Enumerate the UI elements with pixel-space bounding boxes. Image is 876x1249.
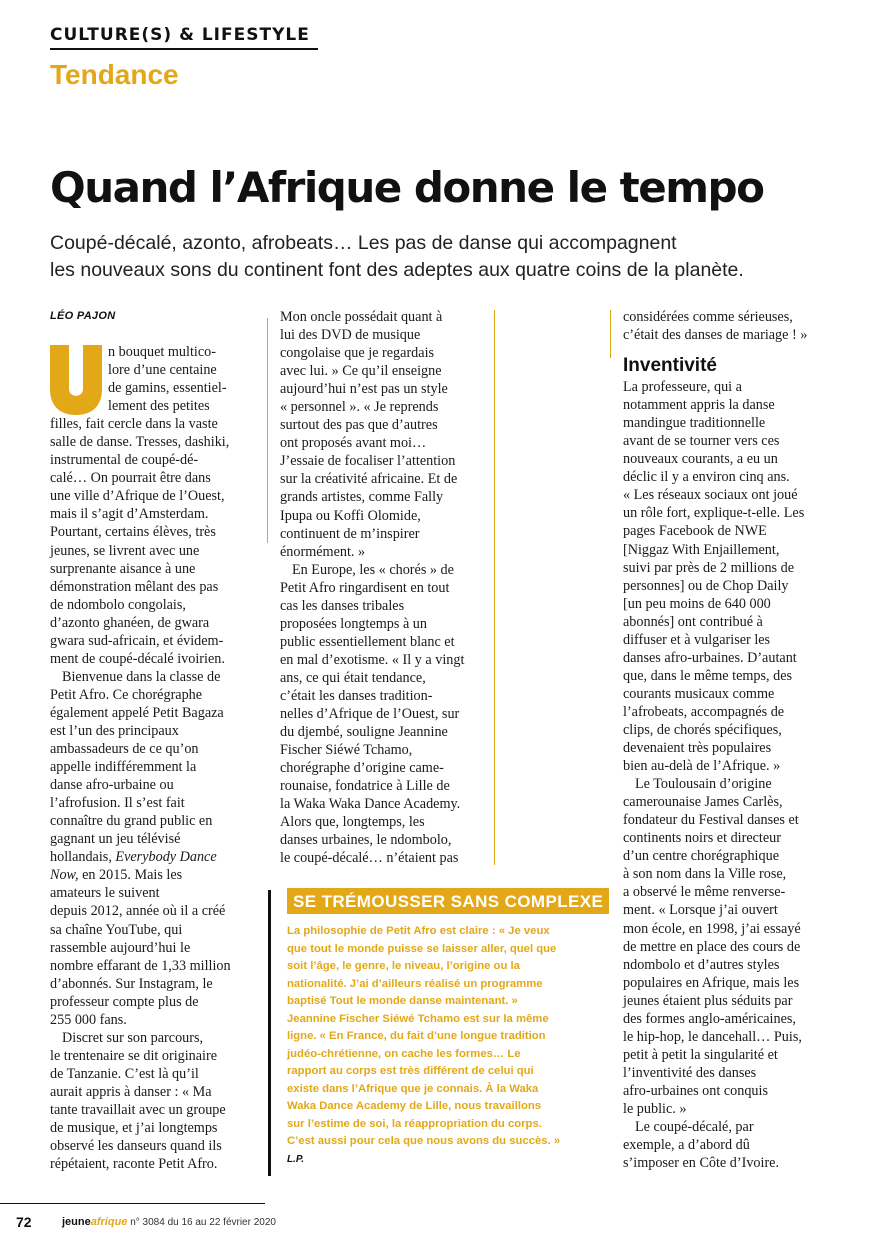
text-line: d’abonnés. Sur Instagram, le xyxy=(50,975,213,992)
byline: LÉO PAJON xyxy=(50,310,116,322)
text-line: notamment appris la danse xyxy=(623,397,775,414)
text-line: mon école, en 1998, j’ai essayé xyxy=(623,920,801,937)
text-line: petit à petit la singularité et xyxy=(623,1046,778,1063)
text-line: Petit Afro. Ce chorégraphe xyxy=(50,686,203,703)
text-line: gagnant un jeu télévisé xyxy=(50,831,181,848)
text-line: nelles d’Afrique de l’Ouest, sur xyxy=(280,706,460,723)
article-column-1 xyxy=(50,343,262,1173)
text-line: des formes anglo-américaines, xyxy=(623,1010,796,1027)
sidebar-line: ligne. « En France, du fait d’une longue tradition xyxy=(287,1030,546,1042)
section-header xyxy=(50,24,318,50)
text-line: rounaise, fondatrice à Lille de xyxy=(280,778,450,795)
text-line: personnes] ou de Chop Daily xyxy=(623,577,789,594)
text-line: énormément. » xyxy=(280,543,366,560)
text-line: En Europe, les « chorés » de xyxy=(292,561,454,578)
text-line: avant de se tourner vers ces xyxy=(623,433,780,450)
text-line: le public. » xyxy=(623,1100,687,1117)
text-line: une ville d’Afrique de l’Ouest, xyxy=(50,488,225,505)
text-line: considérées comme sérieuses, xyxy=(623,309,793,325)
text-line: c’était les danses tradition- xyxy=(280,687,433,704)
text-line: s’imposer en Côte d’Ivoire. xyxy=(623,1155,780,1172)
text-line: salle de danse. Tresses, dashiki, xyxy=(50,434,230,451)
text-line: ans, ce qui était tendance, xyxy=(280,669,426,686)
sidebar-line: existe dans l’Afrique que je connais. À la Waka xyxy=(287,1082,539,1095)
standfirst-line: les nouveaux sons du continent font des adeptes aux quatre coins de la planète. xyxy=(50,259,744,281)
sidebar-bar xyxy=(268,890,271,1176)
text-line: mandingue traditionnelle xyxy=(623,415,766,432)
text-line: [Niggaz With Enjaillement, xyxy=(623,541,780,558)
text-line: cas les danses tribales xyxy=(280,597,405,614)
text-line: bien au-delà de l’Afrique. » xyxy=(623,758,781,775)
text-line: de mettre en place des cours de xyxy=(623,938,801,955)
sidebar-line: soit l’âge, le genre, le niveau, l’origine ou la xyxy=(287,960,520,972)
standfirst-line: Coupé-décalé, azonto, afrobeats… Les pas de danse qui accompagnent xyxy=(50,232,677,254)
text-line: amateurs le suivent xyxy=(50,885,160,902)
text-line: continents noirs et directeur xyxy=(623,830,781,847)
sidebar-line: sur l’estime de soi, la réappropriation du corps. xyxy=(287,1117,542,1130)
text-line: danse afro-urbaine ou xyxy=(50,777,174,794)
text-line: de ndombolo congolais, xyxy=(50,596,186,613)
text-line: instrumental de coupé-dé- xyxy=(50,452,199,469)
text-line: gwara sud-africain, et évidem- xyxy=(50,632,224,649)
text-line: depuis 2012, année où il a créé xyxy=(50,903,226,920)
text-line: J’essaie de focaliser l’attention xyxy=(280,453,456,470)
text-line: en mal d’exotisme. « Il y a vingt xyxy=(280,651,465,668)
text-line: Mon oncle possédait quant à xyxy=(280,309,443,325)
text-line: diffuser et à vulgariser les xyxy=(623,631,771,648)
sidebar-line: baptisé Tout le monde danse maintenant. » xyxy=(287,995,518,1007)
rubric-label: Tendance xyxy=(50,59,179,90)
text-line: sur la créativité africaine. Et de xyxy=(280,471,458,488)
column-rule xyxy=(267,318,268,543)
sidebar-line: que tout le monde puisse se laisser aller, quel que xyxy=(287,942,557,955)
text-line: professeur compte plus de xyxy=(50,993,199,1010)
text-line: afro-urbaines ont conquis xyxy=(623,1082,768,1099)
text-line: la Waka Waka Dance Academy. xyxy=(280,796,461,813)
text-line: La professeure, qui a xyxy=(623,379,742,396)
text-line: devenaient très populaires xyxy=(623,740,772,757)
sidebar-title: SE TRÉMOUSSER SANS COMPLEXE xyxy=(287,888,609,914)
text-line: de gamins, essentiel- xyxy=(108,380,227,397)
text-line: Fischer Siéwé Tchamo, xyxy=(280,742,413,759)
text-line: n bouquet multico- xyxy=(108,344,216,360)
text-line: c’était des danses de mariage ! » xyxy=(623,327,808,344)
text-line: « Les réseaux sociaux ont joué xyxy=(623,487,798,504)
sidebar-line: La philosophie de Petit Afro est claire : « Je veux xyxy=(287,925,550,937)
text-line: est l’un des principaux xyxy=(50,722,179,739)
text-line: l’inventivité des danses xyxy=(623,1064,757,1081)
text-line: suivi par près de 2 millions de xyxy=(623,559,795,576)
sidebar-body xyxy=(287,923,593,1168)
subheading: Inventivité xyxy=(623,355,717,377)
text-line: pages Facebook de NWE xyxy=(623,523,767,540)
text-line: aujourd’hui n’est pas un style xyxy=(280,381,448,398)
text-line: Discret sur son parcours, xyxy=(62,1029,204,1046)
sidebar-box xyxy=(268,888,604,1178)
text-line: l’afrofusion. Il s’est fait xyxy=(50,795,185,812)
text-line: démonstration mêlant des pas xyxy=(50,578,219,595)
text-line: le coupé-décalé… n’étaient pas xyxy=(280,850,459,867)
issue-info: n° 3084 du 16 au 22 février 2020 xyxy=(127,1217,276,1228)
text-line: « personnel ». « Je reprends xyxy=(280,399,439,416)
text-line: ment. « Lorsque j’ai ouvert xyxy=(623,902,778,919)
text-line: jeunes, se livrent avec une xyxy=(50,542,200,559)
text-line: calé… On pourrait être dans xyxy=(50,470,211,487)
text-line: mais il s’agit d’Amsterdam. xyxy=(50,506,209,523)
column-rule xyxy=(494,310,495,865)
text-line: hollandais, Everybody Dance xyxy=(50,849,217,866)
text-line: lui des DVD de musique xyxy=(280,327,421,344)
text-line: avec lui. » Ce qu’il enseigne xyxy=(280,363,442,380)
text-line: proposées longtemps à un xyxy=(280,615,427,632)
brand-name-accent: afrique xyxy=(90,1216,128,1228)
text-line: le hip-hop, le dancehall… Puis, xyxy=(623,1028,802,1045)
text-line: Petit Afro ringardisent en tout xyxy=(280,579,450,596)
text-line: répétaient, raconte Petit Afro. xyxy=(50,1156,218,1173)
text-line: Le coupé-décalé, par xyxy=(635,1119,754,1136)
page-number: 72 xyxy=(16,1214,32,1230)
footer-rule xyxy=(0,1203,265,1204)
text-line: danses afro-urbaines. D’autant xyxy=(623,649,797,666)
text-line: surprenante aisance à une xyxy=(50,560,196,577)
footer-issue xyxy=(62,1216,276,1228)
sidebar-line: rapport au corps est très différent de celui qui xyxy=(287,1065,534,1077)
text-line: nombre effarant de 1,33 million xyxy=(50,957,231,974)
text-line: tante travaillait avec un groupe xyxy=(50,1101,226,1118)
sidebar-line: Waka Dance Academy de Lille, nous travaillons xyxy=(287,1100,542,1112)
text-line: sa chaîne YouTube, qui xyxy=(50,921,183,938)
text-line: congolaise que je regardais xyxy=(280,345,435,362)
text-line: danses urbaines, le ndombolo, xyxy=(280,832,452,849)
text-line: Pourtant, certains élèves, très xyxy=(50,524,216,541)
text-line: courants musicaux comme xyxy=(623,685,775,702)
article-column-2 xyxy=(280,308,480,867)
text-line: appelle indifféremment la xyxy=(50,759,197,776)
text-line: observé les danseurs quand ils xyxy=(50,1138,222,1155)
text-line: Now, en 2015. Mais les xyxy=(50,867,183,884)
text-line: Le Toulousain d’origine xyxy=(635,776,772,793)
section-rule xyxy=(50,48,318,50)
text-line: camerounaise James Carlès, xyxy=(623,794,783,811)
text-line: Ipupa ou Koffi Olomide, xyxy=(280,507,421,524)
text-line: de Tanzanie. C’est là qu’il xyxy=(50,1065,199,1082)
text-line: que, dans le même temps, des xyxy=(623,667,793,684)
text-line: connaître du grand public en xyxy=(50,813,213,830)
text-line: ment de coupé-décalé ivoirien. xyxy=(50,650,225,667)
text-line: grands artistes, comme Fally xyxy=(280,489,444,506)
text-line: a observé le même renverse- xyxy=(623,884,786,901)
sidebar-signature: L.P. xyxy=(287,1153,305,1165)
text-line: clips, de chorés spécifiques, xyxy=(623,721,782,738)
text-line: de musique, et j’ai longtemps xyxy=(50,1120,218,1137)
text-line: le trentenaire se dit originaire xyxy=(50,1047,218,1064)
text-line: nouveaux courants, a eu un xyxy=(623,451,778,468)
text-line: 255 000 fans. xyxy=(50,1011,127,1028)
text-line: jeunes étaient plus séduits par xyxy=(623,992,793,1009)
text-line: [un peu moins de 640 000 xyxy=(623,595,771,612)
text-line: ont proposés avant moi… xyxy=(280,435,427,452)
text-line: déclic il y a environ cinq ans. xyxy=(623,469,790,486)
text-line: du djembé, souligne Jeannine xyxy=(280,724,448,741)
text-line: exemple, a d’abord dû xyxy=(623,1137,750,1154)
text-line: populaires en Afrique, mais les xyxy=(623,974,800,991)
text-line: public essentiellement blanc et xyxy=(280,633,455,650)
text-line: l’afrobeats, accompagnés de xyxy=(623,703,785,720)
text-line: également appelé Petit Bagaza xyxy=(50,704,224,721)
text-line: Alors que, longtemps, les xyxy=(280,814,425,831)
sidebar-line: judéo-chrétienne, on cache les formes… Le xyxy=(287,1047,521,1060)
text-line: aurait appris à danser : « Ma xyxy=(50,1083,212,1100)
article-headline: Quand l’Afrique donne le tempo xyxy=(50,163,764,212)
sidebar-line: Jeannine Fischer Siéwé Tchamo est sur la même xyxy=(287,1012,549,1025)
text-line: lement des petites xyxy=(108,398,210,415)
sidebar-line: C’est aussi pour cela que nous avons du succès. » xyxy=(287,1135,561,1147)
article-column-3 xyxy=(623,308,829,1172)
brand-name: jeune xyxy=(62,1216,91,1228)
text-line: ndombolo et d’autres styles xyxy=(623,956,780,973)
text-line: Bienvenue dans la classe de xyxy=(62,668,221,685)
text-line: abonnés] ont contribué à xyxy=(623,613,763,630)
text-line: d’un centre chorégraphique xyxy=(623,848,779,865)
text-line: filles, fait cercle dans la vaste xyxy=(50,416,218,433)
section-title: CULTURE(S) & LIFESTYLE xyxy=(50,25,310,45)
standfirst xyxy=(50,230,810,284)
text-line: ambassadeurs de ce qu’on xyxy=(50,741,199,758)
text-line: à son nom dans la Ville rose, xyxy=(623,866,787,883)
text-line: rassemble aujourd’hui le xyxy=(50,939,191,956)
text-line: continuent de m’inspirer xyxy=(280,525,420,542)
text-line: surtout des pas que d’autres xyxy=(280,417,438,434)
column-rule xyxy=(610,310,611,358)
text-line: d’azonto ghanéen, de gwara xyxy=(50,614,210,631)
text-line: chorégraphe d’origine came- xyxy=(280,760,444,777)
text-line: lore d’une centaine xyxy=(108,362,217,379)
sidebar-line: nationalité. J’ai d’ailleurs réalisé un programme xyxy=(287,977,543,990)
text-line: un rôle fort, explique-t-elle. Les xyxy=(623,505,805,522)
text-line: fondateur du Festival danses et xyxy=(623,812,799,829)
